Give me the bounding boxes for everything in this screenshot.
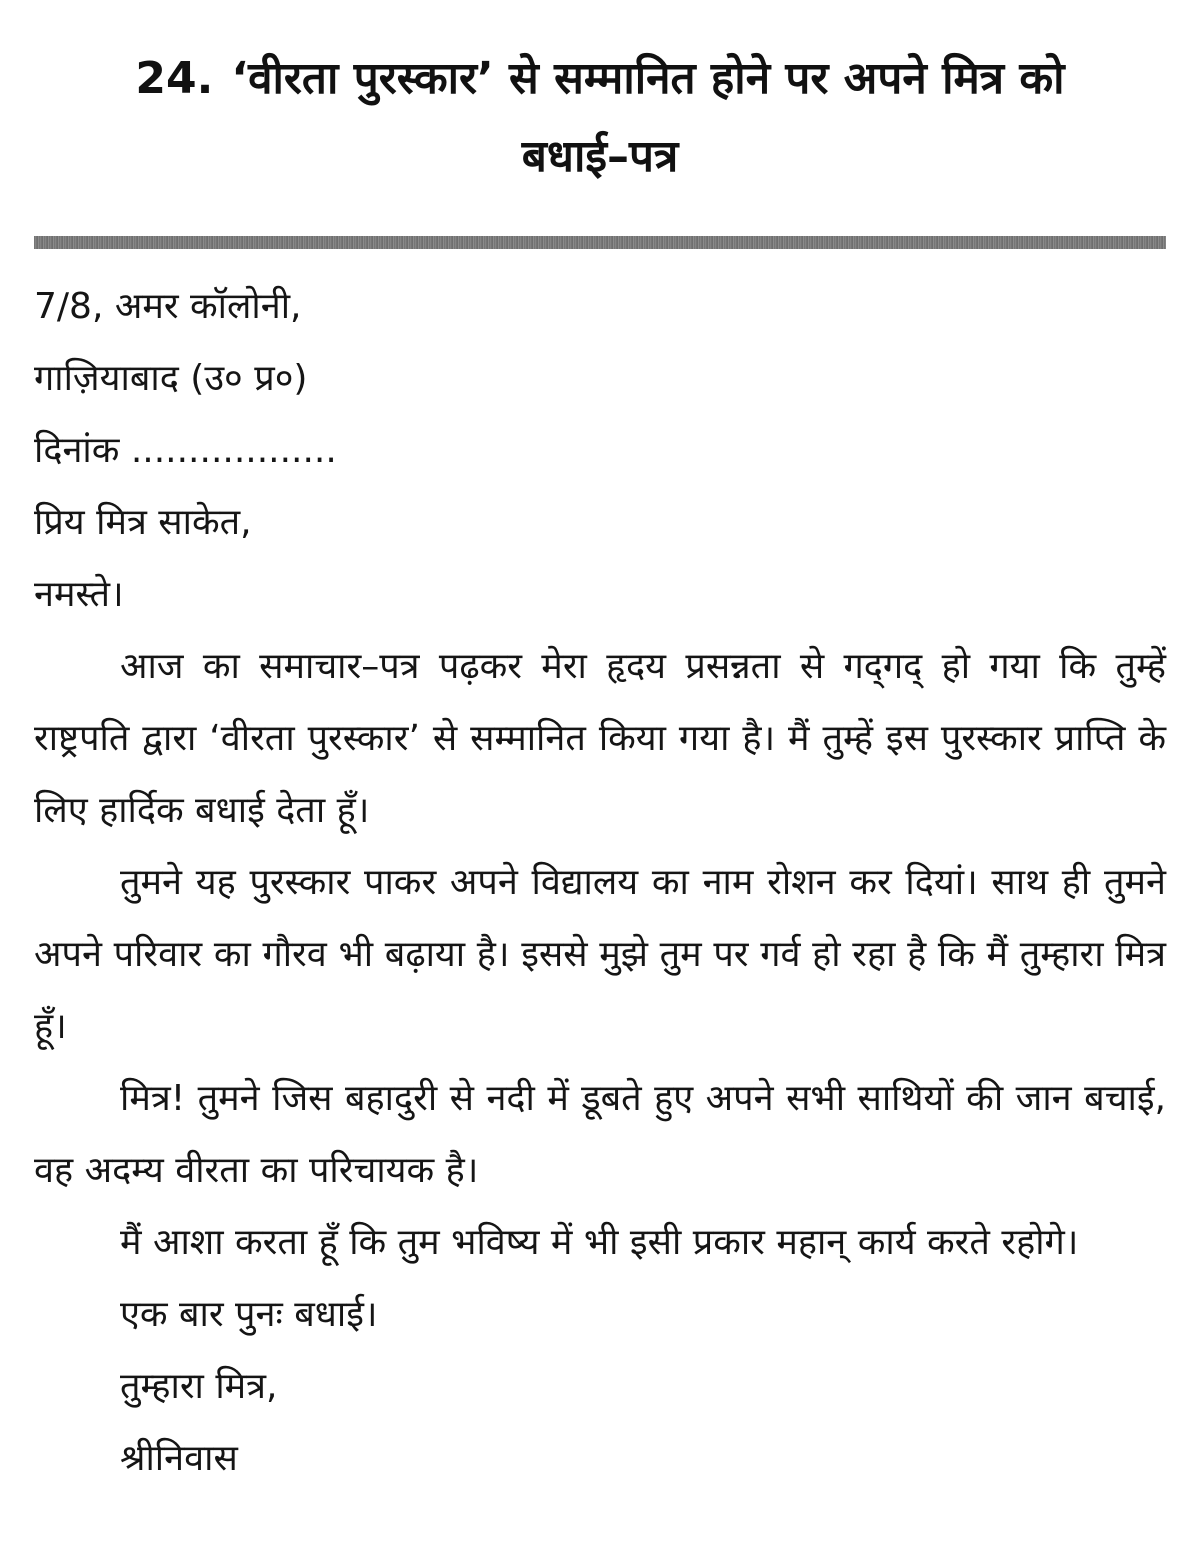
address-line-2: गाज़ियाबाद (उ० प्र०) [34,358,308,399]
heading-line-1 [34,40,1166,118]
paragraph-1: आज का समाचार–पत्र पढ़कर मेरा हृदय प्रसन्नता से गद्‌गद् हो गया कि तुम्हें राष्ट्रपति द्वारा ‘वीरता पुरस्कार’ से सम्मानित किया गया है। मैं तुम्हें इस पुरस्कार प्राप्ति के लिए हार्दिक बधाई देता हूँ। [34,646,1166,831]
sign-off: तुम्हारा मित्र, [120,1366,278,1407]
heading-divider [34,236,1166,249]
greeting: नमस्ते। [34,574,124,615]
heading-line-2: बधाई–पत्र [521,131,679,182]
sender-name: श्रीनिवास [120,1438,238,1479]
paragraph-3: मित्र! तुमने जिस बहादुरी से नदी में डूबते हुए अपने सभी साथियों की जान बचाई, वह अदम्य वीरता का परिचायक है। [34,1078,1166,1191]
address-line-1: 7/8, अमर कॉलोनी, [34,286,302,327]
date-line: दिनांक .................. [34,430,337,471]
paragraph-4: मैं आशा करता हूँ कि तुम भविष्य में भी इसी प्रकार महान् कार्य करते रहोगे। [120,1222,1079,1263]
paragraph-2: तुमने यह पुरस्कार पाकर अपने विद्यालय का नाम रोशन कर दियां। साथ ही तुमने अपने परिवार का गौरव भी बढ़ाया है। इससे मुझे तुम पर गर्व हो रहा है कि मैं तुम्हारा मित्र हूँ। [34,862,1166,1047]
closing-line: एक बार पुनः बधाई। [120,1294,378,1335]
salutation: प्रिय मित्र साकेत, [34,502,252,543]
letter-body [34,271,1166,1495]
heading-number: 24. [135,53,214,104]
heading-text-1: ‘वीरता पुरस्कार’ से सम्मानित होने पर अपने मित्र को [231,53,1065,104]
letter-heading [34,40,1166,196]
